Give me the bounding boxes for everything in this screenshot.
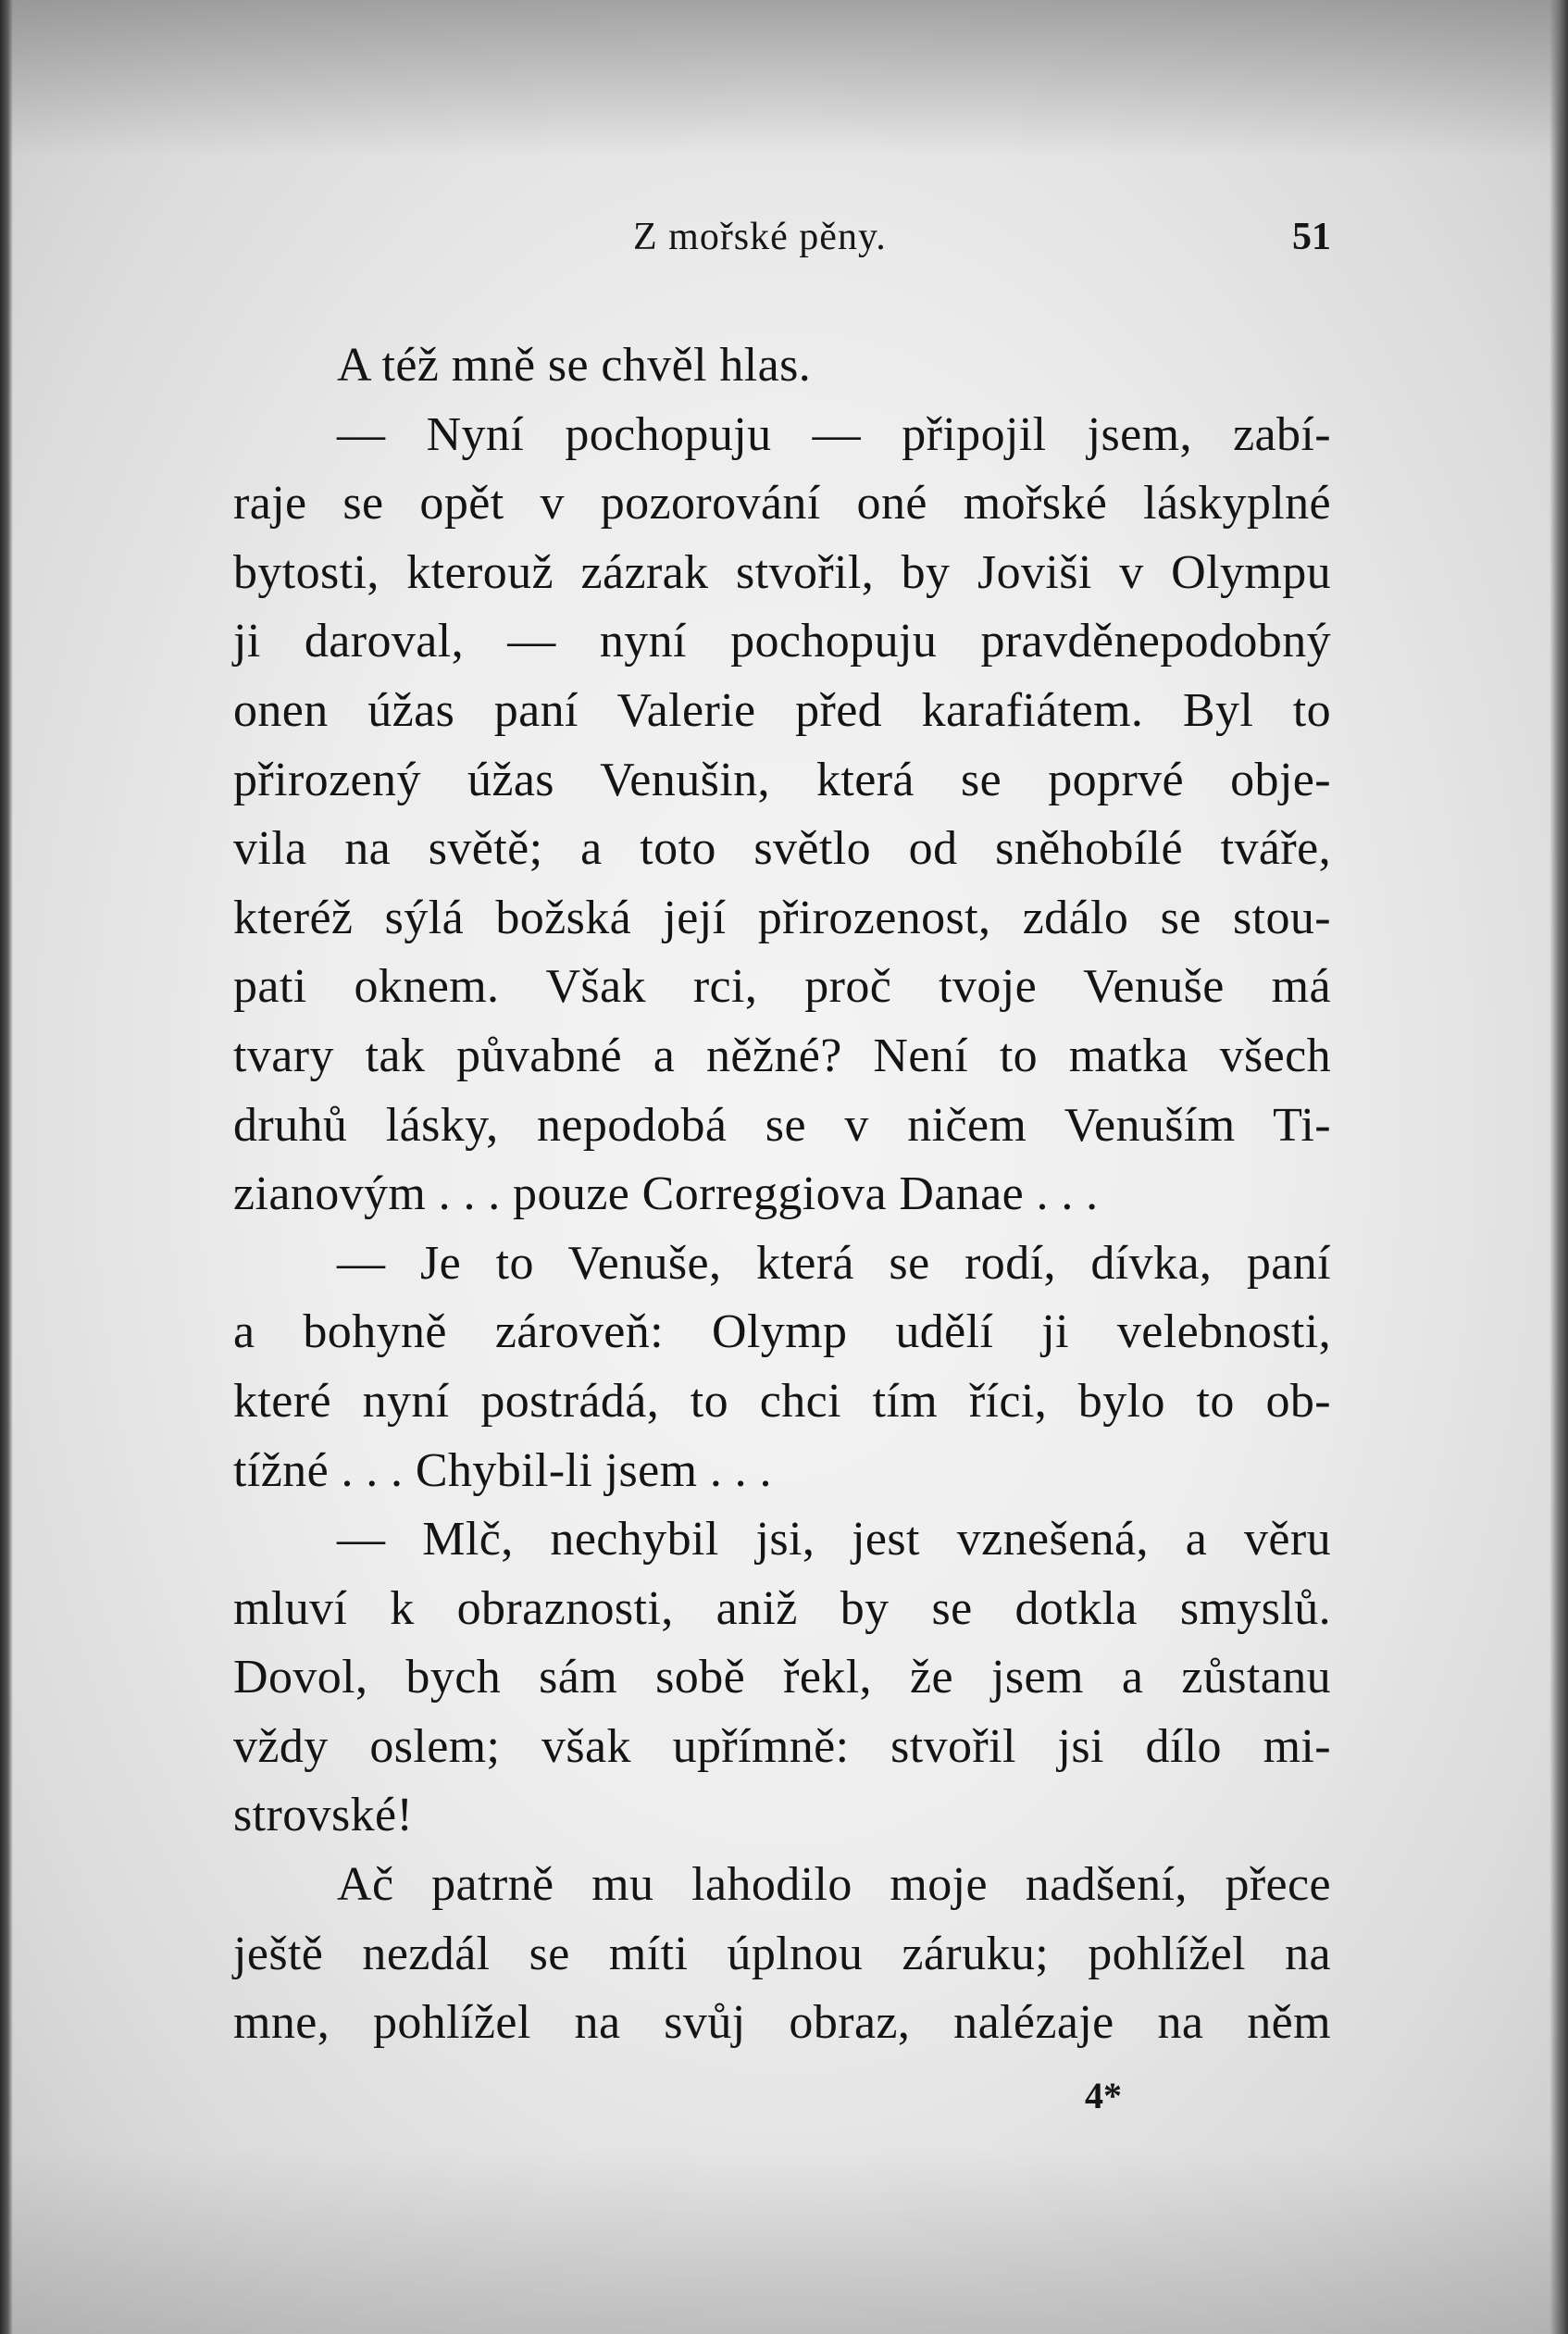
text-line: kteréž sýlá božská její přirozenost, zdálo se stou- [233,891,1331,944]
text-line: přirozený úžas Venušin, která se poprvé obje- [233,753,1331,806]
text-line: strovské! [233,1789,414,1842]
page-number: 51 [1292,216,1331,258]
text-line: mluví k obraznosti, aniž by se dotkla smyslů. [233,1581,1331,1635]
text-line: — Nyní pochopuju — připojil jsem, zabí- [337,407,1331,461]
text-line: ji daroval, — nyní pochopuju pravděnepodobný [233,615,1331,668]
top-shadow [0,0,1568,157]
text-line: pati oknem. Však rci, proč tvoje Venuše má [233,960,1331,1014]
page-header [233,215,1331,270]
running-title: Z mořské pěny. [633,216,887,258]
text-line: tížné . . . Chybil-li jsem . . . [233,1443,772,1497]
left-page-edge [0,0,13,2334]
text-line: druhů lásky, nepodobá se v ničem Venuším Ti- [233,1098,1331,1152]
bottom-shadow [0,2149,1568,2334]
text-line: ještě nezdál se míti úplnou záruku; pohlížel na [233,1927,1331,1980]
text-line: tvary tak půvabné a něžné? Není to matka všech [233,1029,1331,1082]
text-line: — Mlč, nechybil jsi, jest vznešená, a věru [337,1513,1331,1566]
text-line: zianovým . . . pouze Correggiova Danae . . . [233,1167,1099,1221]
text-line: Dovol, bych sám sobě řekl, že jsem a zůstanu [233,1651,1331,1704]
text-line: raje se opět v pozorování oné mořské láskyplné [233,477,1331,530]
text-line: — Je to Venuše, která se rodí, dívka, paní [337,1236,1331,1290]
text-line: a bohyně zároveň: Olymp udělí ji velebnosti, [233,1305,1331,1359]
body-text [233,331,1331,2058]
text-line: bytosti, kterouž zázrak stvořil, by Joviši v Olympu [233,545,1331,599]
text-line: vila na světě; a toto světlo od sněhobílé tváře, [233,822,1331,876]
text-line: vždy oslem; však upřímně: stvořil jsi dílo mi- [233,1719,1331,1773]
text-line: A též mně se chvěl hlas. [337,339,812,392]
text-line: onen úžas paní Valerie před karafiátem. Byl to [233,683,1331,737]
signature-mark: 4* [1085,2075,1122,2116]
text-line: které nyní postrádá, to chci tím říci, bylo to ob- [233,1374,1331,1428]
text-line: mne, pohlížel na svůj obraz, nalézaje na něm [233,1996,1331,2050]
right-page-edge [1549,0,1568,2334]
text-line: Ač patrně mu lahodilo moje nadšení, přece [337,1858,1331,1912]
